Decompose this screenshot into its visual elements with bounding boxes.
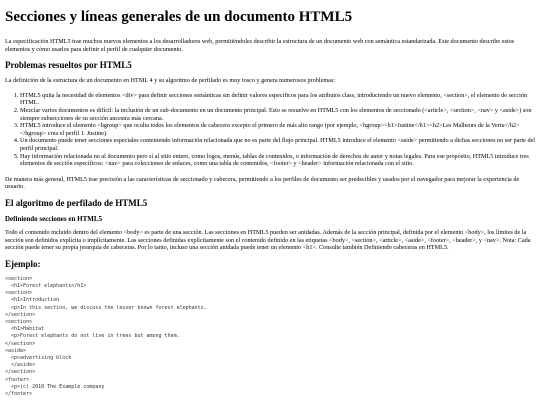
problems-closing-paragraph: De manera más general, HTML5 trae precisión a las características de seccionado y cabecera, permitiendo a los perfiles de documento ser predecibles y usados por el navegador para mejorar la experiencia de usuario.	[5, 175, 520, 191]
list-item: 4. Un documento puede tener secciones especiales conteniendo información relacionada que no es parte del flujo principal. HTML5 introduce el elemento <aside> permitiendo a dichas secciones no ser parte del perfil principal.	[20, 137, 536, 152]
problems-lead-paragraph: La definición de la estructura de un documento en HTML 4 y su algoritmo de perfilado es muy tosco y genera numerosos problemas:	[5, 77, 336, 85]
page-title: Secciones y líneas generales de un documento HTML5	[5, 9, 353, 25]
algorithm-paragraph: Todo el contenido incluido dentro del elemento <body> es parte de una sección. Las secciones en HTML5 pueden ser anidadas. Además de la sección principal, definida por el elemento <body>, los límites de la sección son definidos explícita o implícitamente. Las secciones definidas explícitamente son el contenido definido en las etiquetas <body>, <section>, <article>, <aside>, <footer>, <header>, y <nav>. Nota: Cada sección puede tener su propia jerarquía de cabeceras. Por lo tanto, incluso una sección anidada puede tener un elemento <h1>. Consulte también Definiendo cabeceras en HTML5.	[5, 228, 531, 252]
example-code-block: <section> <h1>Forest elephants</h1> <section> <h1>Introduction <p>In this section, we discuss the lesser known forest elephants. </section> <section> <h1>Habitat <p>Forest elephants do not live in trees but among them. </section> <aside> <p>advertising block </aside> </section> <footer> <p>(c) 2010 The Example company </footer>	[5, 275, 207, 397]
list-item: 5. Hay información relacionada no al documento pero sí al sitio entero, como logos, menús, tablas de contenidos, o información de derechos de autor y notas legales. Para ese propósito, HTML5 introduce tres elementos de sección específicos: <nav> para colecciones de enlaces, como una tabla de contenidos, <footer> y <header> información relacionada con el sitio.	[20, 153, 536, 168]
list-item: 3. HTML5 introduce el elemento <hgroup> que oculta todos los elementos de cabecera excepto el primero de más alto rango (por ejemplo, <hgroup><h1>Justine</h1><h2>Les Malheurs de la Vertu</h2></hgroup> crea el perfil 1. Justine).	[20, 122, 536, 137]
list-item: 2. Mezclar varios documentos es difícil: la inclusión de un sub-documento en un documento principal. Esto se resuelve en HTML5 con los elementos de seccionado (<article>, <section>, <nav> y <aside>) son siempre subsecciones de su sección ancestra más cercana.	[20, 107, 536, 122]
algorithm-subheading: Definiendo secciones en HTML5	[5, 214, 103, 223]
algorithm-heading: El algoritmo de perfilado de HTML5	[5, 197, 148, 208]
problems-heading: Problemas resueltos por HTML5	[5, 60, 132, 71]
problems-list	[5, 92, 536, 168]
intro-paragraph: La especificación HTML5 trae muchos nuevos elementos a los desarrolladores web, permitiéndoles describir la estructura de un documento web con semántica estandarizada. Este documento describe estos elementos y cómo usarlos para definir el perfil de cualquier documento.	[5, 38, 515, 53]
example-heading: Ejemplo:	[5, 258, 41, 269]
list-item: 1. HTML5 quita la necesidad de elementos <div> para definir secciones semánticas sin definir valores específicos para los atributos class, introduciendo un nuevo elemento, <section>, el elemento de sección HTML.	[20, 92, 536, 107]
